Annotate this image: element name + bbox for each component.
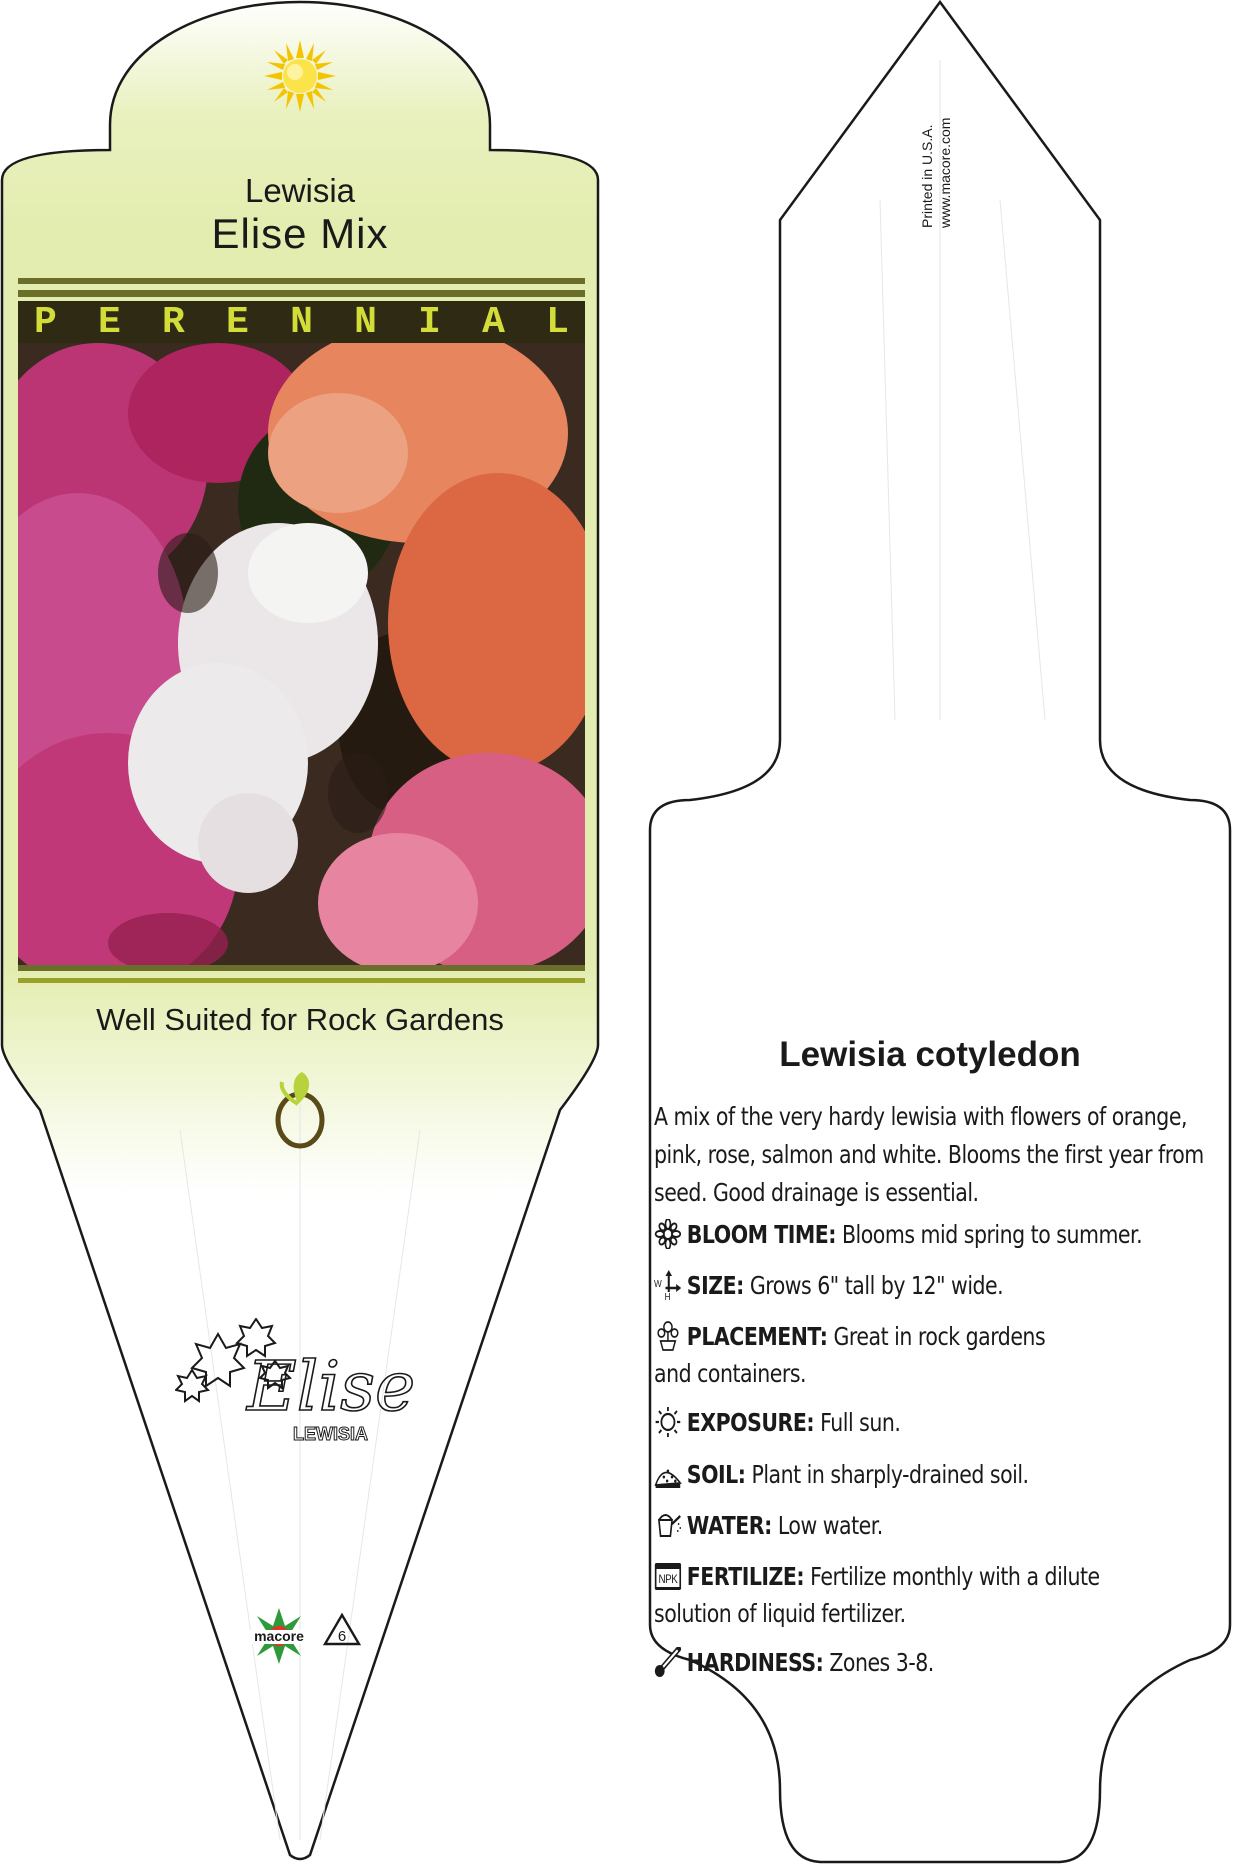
thermometer-icon [654,1647,682,1677]
care-text: Full sun. [820,1408,901,1437]
care-item-exposure [654,1404,1220,1441]
care-label: SOIL: [686,1460,746,1489]
care-text: Fertilize monthly with a dilute solution of liquid fertilizer. [654,1562,1100,1628]
soil-icon [654,1459,682,1489]
care-item-hardiness [654,1644,1220,1681]
care-text: Grows 6" tall by 12" wide. [749,1271,1004,1300]
brand-script: Elise [247,1348,416,1427]
watering-can-icon [654,1510,682,1540]
npk-icon [654,1561,682,1591]
genus-name: Lewisia [244,172,356,209]
botanical-name: Lewisia cotyledon [779,1035,1081,1074]
care-label: WATER: [686,1511,772,1540]
sun-outline-icon [654,1407,682,1437]
care-label: SIZE: [686,1271,744,1300]
sun-icon [262,38,338,114]
description: A mix of the very hardy lewisia with flowers of orange, pink, rose, salmon and white. Blooms the first year from seed. Good drainage is essential. [654,1102,1204,1207]
seedling-icon [268,1068,332,1152]
care-label: HARDINESS: [686,1648,824,1677]
care-item-size [654,1267,1220,1304]
care-label: BLOOM TIME: [686,1220,836,1249]
tagline: Well Suited for Rock Gardens [96,1002,504,1037]
care-text: Low water. [777,1511,883,1540]
care-item-soil [654,1456,1220,1493]
size-icon-w: W [654,1278,662,1290]
care-text: Plant in sharply-drained soil. [751,1460,1029,1489]
care-text: Great in rock gardens and containers. [654,1322,1046,1388]
care-label: PLACEMENT: [686,1322,828,1351]
care-label: EXPOSURE: [686,1408,815,1437]
top-band-line-2 [18,290,585,297]
recycle-code: 6 [337,1628,347,1645]
care-item-water [654,1507,1220,1544]
printed-note [918,118,954,228]
bottom-band-line-2 [18,978,585,983]
care-label: FERTILIZE: [686,1562,805,1591]
size-icon-h: H [664,1291,671,1300]
care-text: Blooms mid spring to summer. [841,1220,1143,1249]
recycle-icon [322,1612,362,1648]
care-item-placement [654,1318,1072,1392]
category-bar [18,301,585,343]
macore-logo [243,1606,315,1666]
macore-wordmark: macore [254,1628,304,1644]
size-icon [654,1270,682,1300]
bottom-band-line [18,965,585,971]
category-letter: E [98,300,121,344]
brand-sub: LEWISIA [293,1424,368,1444]
category-letter: R [162,300,185,344]
placement-icon [654,1321,682,1351]
category-letter: P [34,300,57,344]
category-letter: E [226,300,249,344]
care-item-fertilize [654,1558,1113,1632]
flower-icon [654,1219,682,1249]
variety-name: Elise Mix [211,210,389,257]
care-item-bloom [654,1216,1220,1253]
category-letter: N [354,300,377,344]
category-letter: A [482,300,505,344]
top-band-line [18,278,585,284]
flower-photo [18,343,585,965]
printed-note-line-1: Printed in U.S.A. [919,124,935,228]
category-letter: L [546,300,569,344]
brand-logo [175,1318,430,1458]
npk-label: NPK [658,1573,678,1587]
category-letter: N [290,300,313,344]
category-letter: I [418,300,441,344]
printed-note-line-2: www.macore.com [937,117,953,228]
care-text: Zones 3-8. [829,1648,934,1677]
